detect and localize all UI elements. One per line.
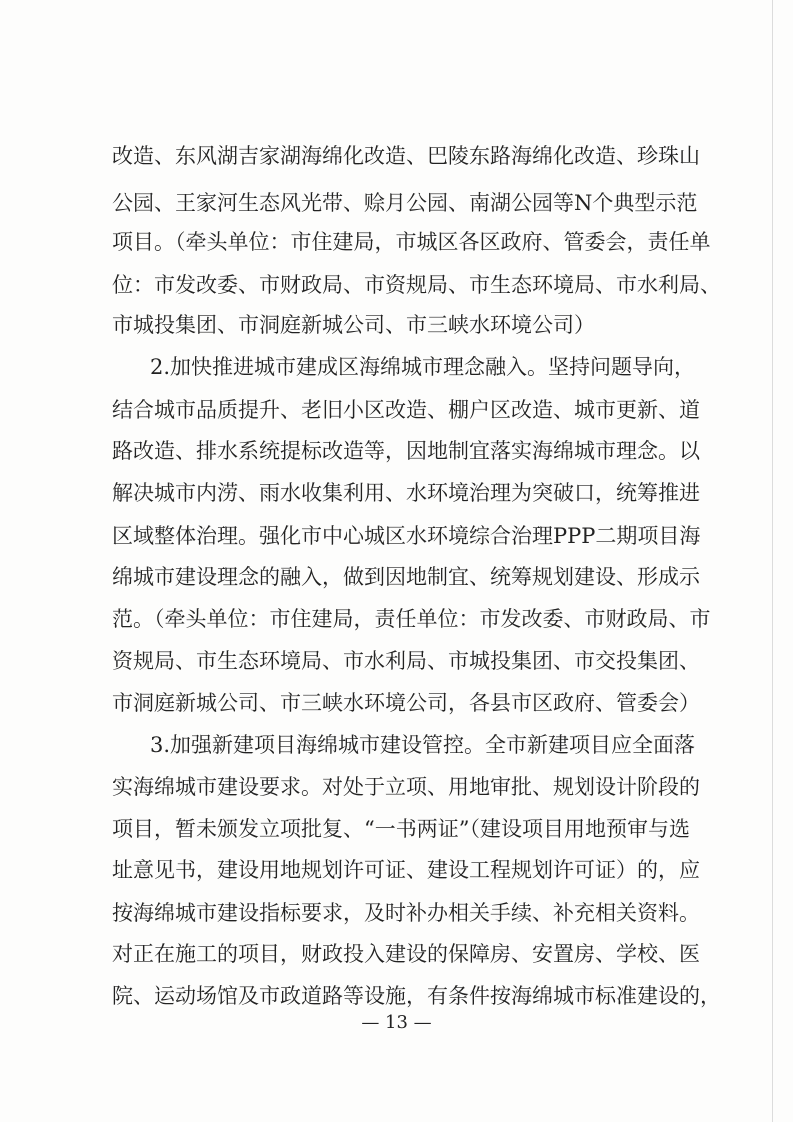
body-line: 对正在施工的项目，财政投入建设的保障房、安置房、学校、医	[112, 942, 700, 966]
body-line: 绵城市建设理念的融入，做到因地制宜、统筹规划建设、形成示	[112, 565, 700, 589]
body-line: 路改造、排水系统提标改造等，因地制宜落实海绵城市理念。以	[112, 439, 700, 463]
page-number: — 13 —	[361, 1012, 432, 1033]
body-line: 院、运动场馆及市政道路等设施，有条件按海绵城市标准建设的，	[112, 984, 721, 1008]
body-line: 结合城市品质提升、老旧小区改造、棚户区改造、城市更新、道	[112, 398, 700, 422]
body-line: 市城投集团、市洞庭新城公司、市三峡水环境公司）	[112, 313, 595, 337]
body-line: 区域整体治理。强化市中心城区水环境综合治理PPP二期项目海	[112, 524, 701, 548]
body-line: 公园、王家河生态风光带、赊月公园、南湖公园等N个典型示范	[112, 191, 698, 215]
body-line: 按海绵城市建设指标要求，及时补办相关手续、补充相关资料。	[112, 901, 700, 925]
body-line: 位：市发改委、市财政局、市资规局、市生态环境局、市水利局、	[112, 273, 721, 297]
scan-edge-line	[772, 0, 773, 1122]
body-line: 项目。（牵头单位：市住建局，市城区各区政府、管委会，责任单	[112, 230, 711, 254]
body-line: 改造、东风湖吉家湖海绵化改造、巴陵东路海绵化改造、珍珠山	[112, 144, 700, 168]
paragraph-start-line: 2.加快推进城市建成区海绵城市理念融入。坚持问题导向，	[150, 355, 696, 379]
body-line: 范。（牵头单位：市住建局，责任单位：市发改委、市财政局、市	[112, 607, 711, 631]
paragraph-start-line: 3.加强新建项目海绵城市建设管控。全市新建项目应全面落	[150, 733, 696, 757]
body-line: 市洞庭新城公司、市三峡水环境公司，各县市区政府、管委会）	[112, 691, 700, 715]
body-line: 实海绵城市建设要求。对处于立项、用地审批、规划设计阶段的	[112, 775, 700, 799]
body-line: 址意见书，建设用地规划许可证、建设工程规划许可证）的，应	[112, 858, 700, 882]
body-line: 项目，暂未颁发立项批复、“一书两证”（建设项目用地预审与选	[112, 817, 690, 841]
body-line: 资规局、市生态环境局、市水利局、市城投集团、市交投集团、	[112, 649, 700, 673]
body-line: 解决城市内涝、雨水收集利用、水环境治理为突破口，统筹推进	[112, 481, 700, 505]
